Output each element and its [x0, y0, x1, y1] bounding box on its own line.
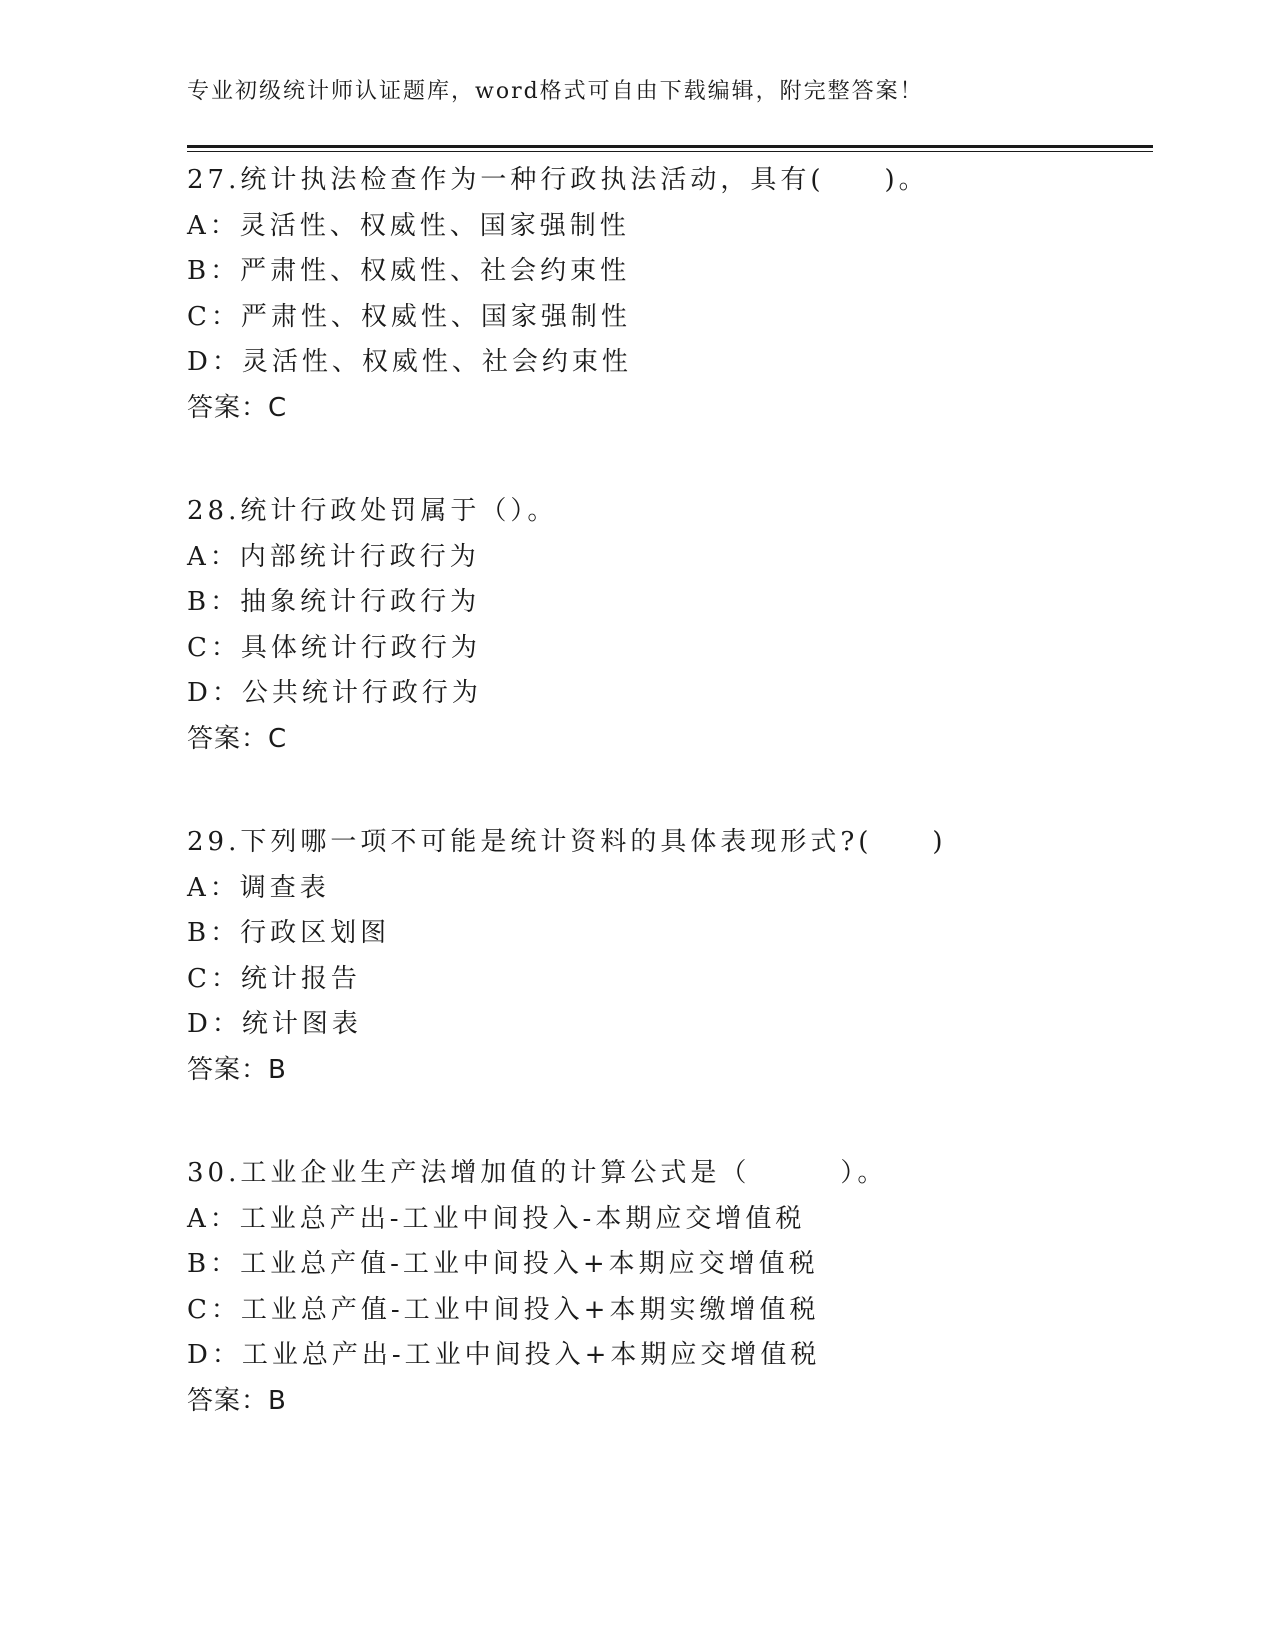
- option-c: C：统计报告: [187, 963, 361, 994]
- answer-label: 答案：B: [187, 1385, 287, 1416]
- question-27: [187, 158, 1147, 431]
- option-c: C：工业总产值-工业中间投入+本期实缴增值税: [187, 1294, 820, 1325]
- option-d: D：统计图表: [187, 1009, 362, 1039]
- option-d: D：工业总产出-工业中间投入+本期应交增值税: [187, 1340, 821, 1370]
- answer-label: 答案：C: [187, 392, 288, 423]
- question-stem: 29.下列哪一项不可能是统计资料的具体表现形式?( ): [187, 827, 947, 857]
- header-rule: [187, 145, 1153, 152]
- answer-label: 答案：C: [187, 723, 288, 754]
- question-28: [187, 489, 1147, 762]
- option-c: C：具体统计行政行为: [187, 632, 481, 663]
- question-stem: 28.统计行政处罚属于（）。: [187, 496, 558, 526]
- option-a: A：工业总产出-工业中间投入-本期应交增值税: [187, 1203, 806, 1234]
- option-a: A：灵活性、权威性、国家强制性: [187, 210, 630, 241]
- question-stem: 27.统计执法检查作为一种行政执法活动，具有( )。: [187, 165, 929, 195]
- option-c: C：严肃性、权威性、国家强制性: [187, 301, 631, 332]
- option-b: B：严肃性、权威性、社会约束性: [187, 256, 631, 286]
- question-29: [187, 820, 1147, 1093]
- option-b: B：抽象统计行政行为: [187, 587, 481, 617]
- page-header: 专业初级统计师认证题库，word格式可自由下载编辑，附完整答案！: [187, 79, 924, 104]
- answer-label: 答案：B: [187, 1054, 287, 1085]
- option-a: A：内部统计行政行为: [187, 541, 480, 572]
- option-a: A：调查表: [187, 872, 330, 903]
- option-b: B：工业总产值-工业中间投入+本期应交增值税: [187, 1249, 819, 1279]
- option-d: D：灵活性、权威性、社会约束性: [187, 347, 632, 377]
- option-b: B：行政区划图: [187, 918, 391, 948]
- question-30: [187, 1151, 1147, 1424]
- question-stem: 30.工业企业生产法增加值的计算公式是（ ）。: [187, 1158, 888, 1188]
- question-list: [187, 158, 1147, 1482]
- option-d: D：公共统计行政行为: [187, 678, 482, 708]
